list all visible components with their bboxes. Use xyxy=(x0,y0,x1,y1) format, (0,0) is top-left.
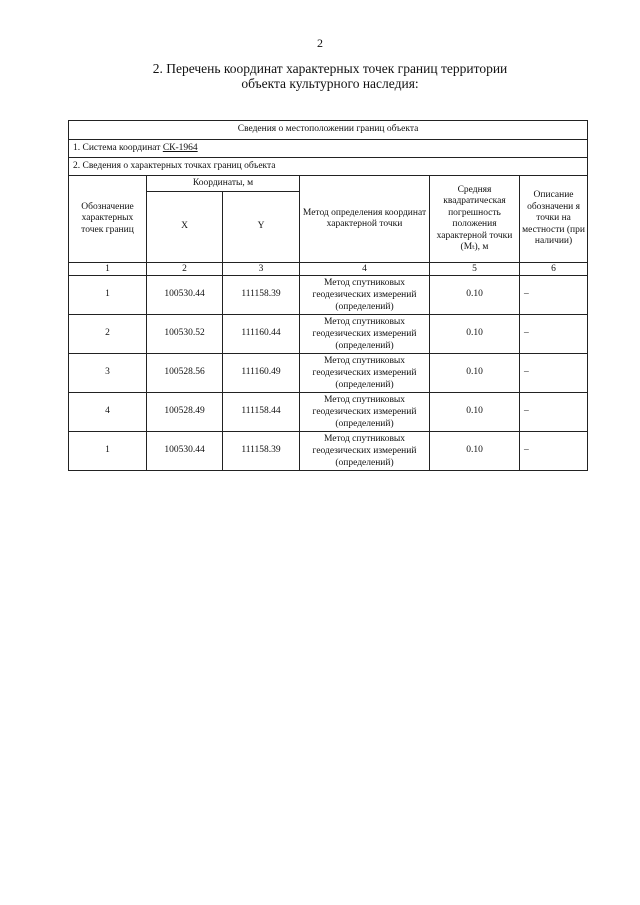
cell-y: 111158.39 xyxy=(223,432,300,471)
cell-method: Метод спутниковых геодезических измерений (определений) xyxy=(300,354,430,393)
cell-y: 111160.44 xyxy=(223,315,300,354)
table-row xyxy=(69,276,588,315)
cell-error: 0.10 xyxy=(430,315,520,354)
column-number: 3 xyxy=(223,263,300,276)
cell-error: 0.10 xyxy=(430,432,520,471)
document-title-line-1: 2. Перечень координат характерных точек границ территории xyxy=(152,61,508,76)
header-error: Средняя квадратическая погрешность положения характерной точки (Mₜ), м xyxy=(430,176,520,263)
table-row xyxy=(69,432,588,471)
header-description: Описание обозначени я точки на местности (при наличии) xyxy=(520,176,588,263)
table-row xyxy=(69,393,588,432)
coordinates-table xyxy=(68,120,588,471)
cell-error: 0.10 xyxy=(430,276,520,315)
cell-point: 3 xyxy=(69,354,147,393)
column-number: 1 xyxy=(69,263,147,276)
coordinate-system-name: СК-1964 xyxy=(162,142,198,153)
cell-x: 100528.56 xyxy=(147,354,223,393)
table-row xyxy=(69,354,588,393)
cell-y: 111160.49 xyxy=(223,354,300,393)
table-row xyxy=(69,315,588,354)
document-title xyxy=(100,61,560,91)
cell-x: 100528.49 xyxy=(147,393,223,432)
column-number: 5 xyxy=(430,263,520,276)
coordinate-system-label: 1. Система координат xyxy=(73,142,163,153)
points-header: 2. Сведения о характерных точках границ объекта xyxy=(69,158,588,176)
cell-point: 4 xyxy=(69,393,147,432)
cell-description: – xyxy=(520,276,588,315)
cell-point: 1 xyxy=(69,432,147,471)
document-title-line-2: объекта культурного наследия: xyxy=(241,76,419,91)
header-y: Y xyxy=(223,192,300,263)
header-x: X xyxy=(147,192,223,263)
cell-x: 100530.44 xyxy=(147,432,223,471)
header-designation: Обозначение характерных точек границ xyxy=(69,176,147,263)
cell-point: 1 xyxy=(69,276,147,315)
cell-method: Метод спутниковых геодезических измерений (определений) xyxy=(300,432,430,471)
header-coordinates: Координаты, м xyxy=(147,176,300,192)
column-number: 2 xyxy=(147,263,223,276)
cell-description: – xyxy=(520,432,588,471)
column-number: 6 xyxy=(520,263,588,276)
page-number: 2 xyxy=(317,36,323,50)
cell-x: 100530.44 xyxy=(147,276,223,315)
cell-x: 100530.52 xyxy=(147,315,223,354)
cell-y: 111158.44 xyxy=(223,393,300,432)
section-header: Сведения о местоположении границ объекта xyxy=(69,121,588,140)
cell-error: 0.10 xyxy=(430,393,520,432)
cell-method: Метод спутниковых геодезических измерений (определений) xyxy=(300,315,430,354)
header-method: Метод определения координат характерной точки xyxy=(300,176,430,263)
cell-y: 111158.39 xyxy=(223,276,300,315)
cell-point: 2 xyxy=(69,315,147,354)
cell-description: – xyxy=(520,354,588,393)
cell-description: – xyxy=(520,315,588,354)
coordinate-system xyxy=(69,140,588,158)
cell-method: Метод спутниковых геодезических измерений (определений) xyxy=(300,276,430,315)
cell-error: 0.10 xyxy=(430,354,520,393)
column-number: 4 xyxy=(300,263,430,276)
cell-method: Метод спутниковых геодезических измерений (определений) xyxy=(300,393,430,432)
cell-description: – xyxy=(520,393,588,432)
